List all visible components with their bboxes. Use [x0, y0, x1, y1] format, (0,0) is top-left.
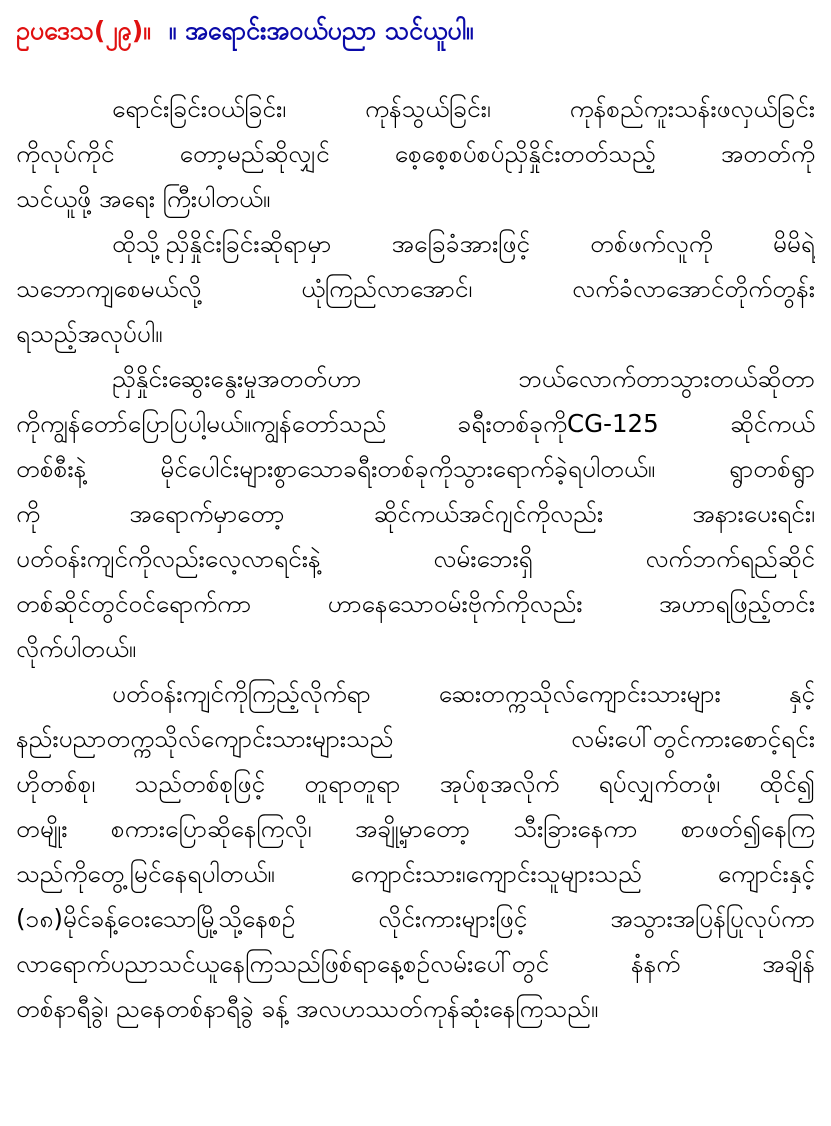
text-line: တစ်ဆိုင်တွင်ဝင်ရောက်ကာ ဟာနေသောဝမ်းဗိုက်ကိုလည်း အဟာရဖြည့်တင်း — [16, 589, 815, 618]
text-line: သည်ကိုတွေ့မြင်နေရပါတယ်။ ကျောင်းသား၊ကျောင်းသူများသည် ကျောင်းနှင့် — [16, 859, 815, 888]
article-body — [16, 86, 815, 1031]
text-line: ကို အရောက်မှာတော့ ဆိုင်ကယ်အင်ဂျင်ကိုလည်း အနားပေးရင်း၊ — [16, 499, 815, 528]
paragraph-2 — [16, 221, 815, 356]
text-line: နည်းပညာတက္ကသိုလ်ကျောင်းသားများသည် လမ်းပေါ်တွင်ကားစောင့်ရင်း — [16, 724, 815, 753]
chapter-header — [16, 8, 815, 54]
text-line: ရောင်းခြင်းဝယ်ခြင်း၊ ကုန်သွယ်ခြင်း၊ ကုန်စည်ကူးသန်းဖလှယ်ခြင်း — [112, 94, 815, 123]
text-line: ကိုကျွန်တော်ပြောပြပါ့မယ်။ကျွန်တော်သည် ခရီးတစ်ခုကိုCG-125 ဆိုင်ကယ် — [16, 409, 815, 438]
paragraph-4 — [16, 671, 815, 1031]
paragraph-1 — [16, 86, 815, 221]
text-line: ရသည့်အလုပ်ပါ။ — [16, 319, 163, 348]
paragraph-3 — [16, 356, 815, 671]
text-line: ကိုလုပ်ကိုင် တော့မည်ဆိုလျှင် စေ့စေ့စပ်စပ်ညှိနှိုင်းတတ်သည့် အတတ်ကို — [16, 139, 815, 168]
text-line: ဟိုတစ်စု၊ သည်တစ်စုဖြင့် တူရာတူရာ အုပ်စုအလိုက် ရပ်လျှက်တဖုံ၊ ထိုင်၍ — [16, 769, 815, 798]
text-line: (၁၈)မိုင်ခန့်ဝေးသောမြို့သို့နေစဉ် လိုင်းကားများဖြင့် အသွားအပြန်ပြုလုပ်ကာ — [16, 904, 815, 933]
text-line: တစ်စီးနဲ့ မိုင်ပေါင်းများစွာသောခရီးတစ်ခုကိုသွားရောက်ခဲ့ရပါတယ်။ ရွာတစ်ရွာ — [16, 454, 815, 483]
chapter-title: ။ အရောင်းအဝယ်ပညာ သင်ယူပါ။ — [168, 16, 474, 45]
text-line: ပတ်ဝန်းကျင်ကိုလည်းလေ့လာရင်းနဲ့ လမ်းဘေးရှိ လက်ဘက်ရည်ဆိုင် — [16, 544, 815, 573]
text-line: သင်ယူဖို့ အရေး ကြီးပါတယ်။ — [16, 184, 271, 213]
text-line: တစ်နာရီခွဲ၊ ညနေတစ်နာရီခွဲ ခန့် အလဟဿတ်ကုန်ဆုံးနေကြသည်။ — [16, 994, 599, 1023]
text-line: ပတ်ဝန်းကျင်ကိုကြည့်လိုက်ရာ ဆေးတက္ကသိုလ်ကျောင်းသားများ နှင့် — [112, 679, 815, 708]
text-line: ထိုသို့ညှိနှိုင်းခြင်းဆိုရာမှာ အခြေခံအားဖြင့် တစ်ဖက်လူကို မိမိရဲ့ — [112, 229, 815, 258]
chapter-number: ဥပဒေသ(၂၉)။ — [16, 16, 151, 45]
text-line: လိုက်ပါတယ်။ — [16, 634, 137, 663]
text-line: ညှိနှိုင်းဆွေးနွေးမှုအတတ်ဟာ ဘယ်လောက်တာသွားတယ်ဆိုတာ — [112, 364, 815, 393]
text-line: တမျိုး စကားပြောဆိုနေကြလို၊ အချို့မှာတော့ သီးခြားနေကာ စာဖတ်၍နေကြ — [16, 814, 815, 843]
text-line: လာရောက်ပညာသင်ယူနေကြသည်ဖြစ်ရာနေ့စဉ်လမ်းပေါ်တွင် နံနက် အချိန် — [16, 949, 815, 978]
text-line: သဘောကျစေမယ်လို့ ယုံကြည်လာအောင်၊ လက်ခံလာအောင်တိုက်တွန်း — [16, 274, 815, 303]
